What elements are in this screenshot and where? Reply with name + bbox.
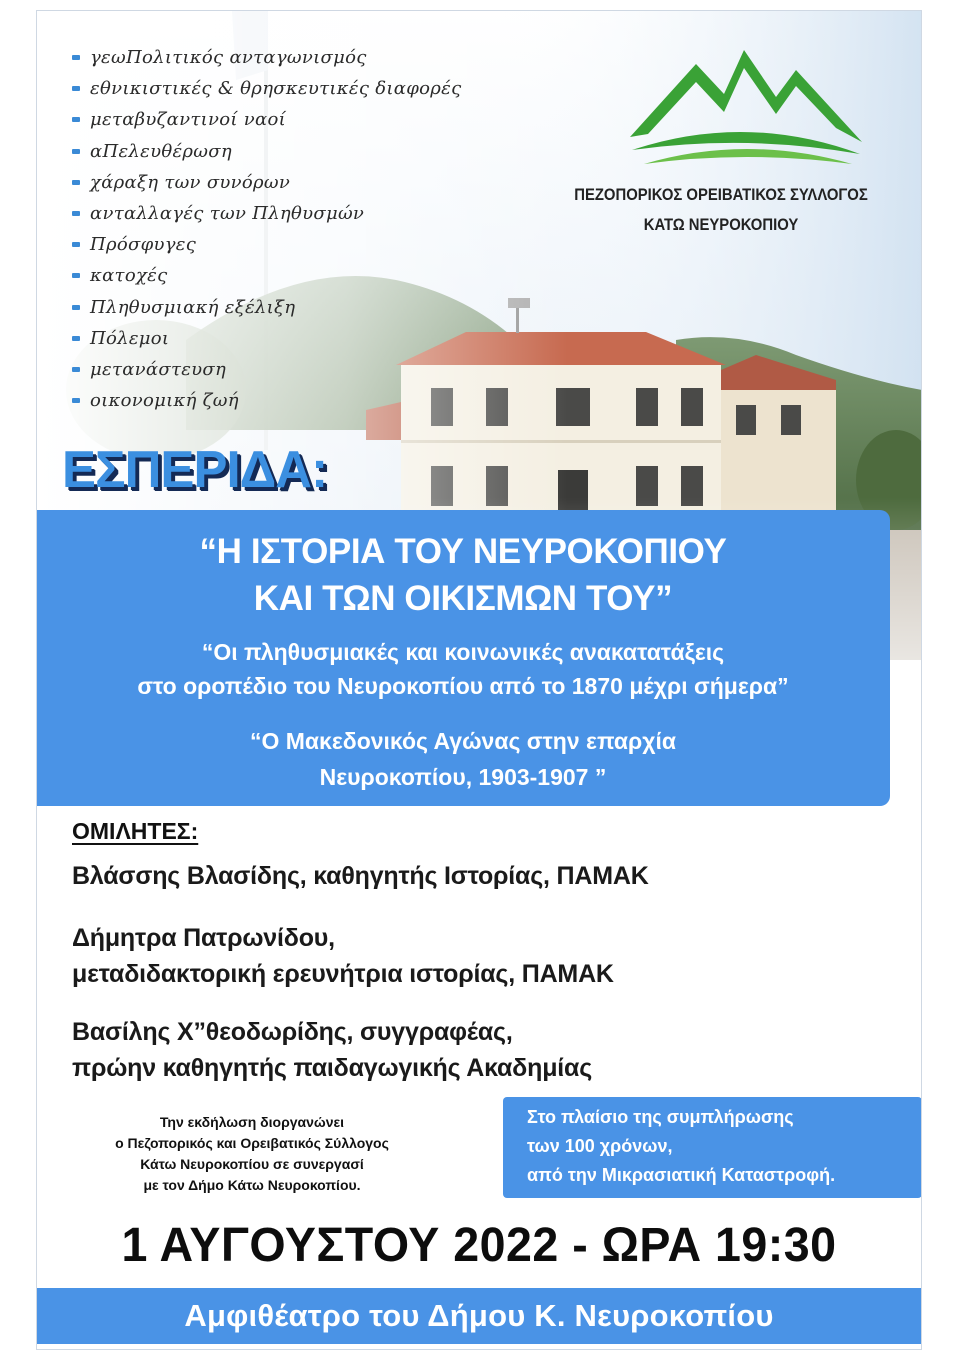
bullet-icon [72, 117, 80, 122]
bullet-icon [72, 149, 80, 154]
event-date-time: 1 ΑΥΓΟΥΣΤΟΥ 2022 - ΩΡΑ 19:30 [121, 1219, 837, 1272]
topic-text: ανταλλαγές των Πληθυσμών [90, 203, 365, 225]
anniversary-line1: Στο πλαίσιο της συμπλήρωσης [527, 1107, 794, 1127]
topic-list [72, 42, 461, 416]
topic-text: αΠελευθέρωση [90, 140, 232, 162]
organizer-line2: ο Πεζοπορικός και Ορειβατικός Σύλλογος [115, 1135, 389, 1151]
bullet-icon [72, 55, 80, 60]
subtitle-2-line1: “Ο Μακεδονικός Αγώνας στην επαρχία [249, 728, 677, 754]
topic-item [72, 323, 461, 354]
event-poster [36, 10, 922, 1350]
subtitle-population [36, 635, 890, 703]
topic-text: εθνικιστικές & θρησκευτικές διαφορές [90, 78, 462, 100]
organizer-line4: με τον Δήμο Κάτω Νευροκοπίου. [143, 1177, 361, 1193]
topic-item [72, 136, 461, 167]
subtitle-1-line2: στο οροπέδιο του Νευροκοπίου από το 1870 μέχρι σήμερα” [137, 673, 789, 699]
club-name-line1: ΠΕΖΟΠΟΡΙΚΟΣ ΟΡΕΙΒΑΤΙΚΟΣ ΣΥΛΛΟΓΟΣ [574, 186, 868, 204]
bullet-icon [72, 273, 80, 278]
title-box [36, 510, 890, 806]
subtitle-macedonian-struggle [36, 723, 890, 795]
event-type-heading: ΕΣΠΕΡΙΔΑ: [62, 441, 328, 499]
organizer-line1: Την εκδήλωση διοργανώνει [159, 1114, 345, 1130]
bullet-icon [72, 336, 80, 341]
anniversary-line3: από την Μικρασιατική Καταστροφή. [527, 1165, 836, 1185]
topic-text: οικονομική ζωή [90, 390, 239, 412]
topic-item [72, 229, 461, 260]
speaker-3 [72, 1014, 592, 1086]
topic-text: κατοχές [90, 265, 168, 287]
bullet-icon [72, 211, 80, 216]
speaker-1 [72, 858, 649, 894]
topic-text: μεταβυζαντινοί ναοί [90, 109, 286, 131]
speaker-2-line2: μεταδιδακτορική ερευνήτρια ιστορίας, ΠΑΜΑΚ [72, 960, 614, 988]
subtitle-1-line1: “Οι πληθυσμιακές και κοινωνικές ανακατατάξεις [201, 639, 725, 665]
bullet-icon [72, 367, 80, 372]
speaker-3-line1: Βασίλης Χ”θεοδωρίδης, συγγραφέας, [72, 1018, 513, 1046]
topic-item [72, 198, 461, 229]
speaker-2 [72, 920, 614, 992]
topic-item [72, 104, 461, 135]
topic-text: μετανάστευση [90, 358, 227, 380]
topic-text: Πληθυσμιακή εξέλιξη [90, 296, 296, 318]
topic-text: γεωΠολιτικός ανταγωνισμός [90, 47, 367, 69]
anniversary-box [503, 1097, 922, 1198]
bullet-icon [72, 86, 80, 91]
bullet-icon [72, 398, 80, 403]
speaker-3-line2: πρώην καθηγητής παιδαγωγικής Ακαδημίας [72, 1054, 593, 1082]
club-name [573, 180, 870, 240]
organizer-line3: Κάτω Νευροκοπίου σε συνεργασί [140, 1156, 364, 1172]
organizer-note [70, 1112, 434, 1196]
topic-text: Πόλεμοι [90, 327, 170, 349]
topic-item [72, 260, 461, 291]
topic-item [72, 292, 461, 323]
topic-item [72, 73, 461, 104]
club-name-line2: ΚΑΤΩ ΝΕΥΡΟΚΟΠΙΟΥ [643, 216, 799, 234]
bullet-icon [72, 305, 80, 310]
topic-text: Πρόσφυγες [90, 234, 197, 256]
speakers-heading: ΟΜΙΛΗΤΕΣ: [72, 818, 199, 844]
speaker-2-line1: Δήμητρα Πατρωνίδου, [72, 924, 335, 952]
speaker-1-line1: Βλάσσης Βλασίδης, καθηγητής Ιστορίας, ΠΑΜΑΚ [72, 862, 649, 890]
topic-item [72, 42, 461, 73]
anniversary-line2: των 100 χρόνων, [527, 1136, 673, 1156]
subtitle-2-line2: Νευροκοπίου, 1903-1907 ” [319, 764, 607, 790]
topic-item [72, 167, 461, 198]
venue-bar: Αμφιθέατρο του Δήμου Κ. Νευροκοπίου [36, 1288, 922, 1344]
bullet-icon [72, 242, 80, 247]
topic-item [72, 385, 461, 416]
topic-text: χάραξη των συνόρων [90, 171, 291, 193]
main-title [36, 528, 890, 622]
main-title-line2: ΚΑΙ ΤΩΝ ΟΙΚΙΣΜΩΝ ΤΟΥ” [253, 579, 673, 618]
topic-item [72, 354, 461, 385]
main-title-line1: “Η ΙΣΤΟΡΙΑ ΤΟΥ ΝΕΥΡΟΚΟΠΙΟΥ [199, 532, 727, 571]
bullet-icon [72, 180, 80, 185]
mountain-logo-icon [626, 42, 866, 172]
